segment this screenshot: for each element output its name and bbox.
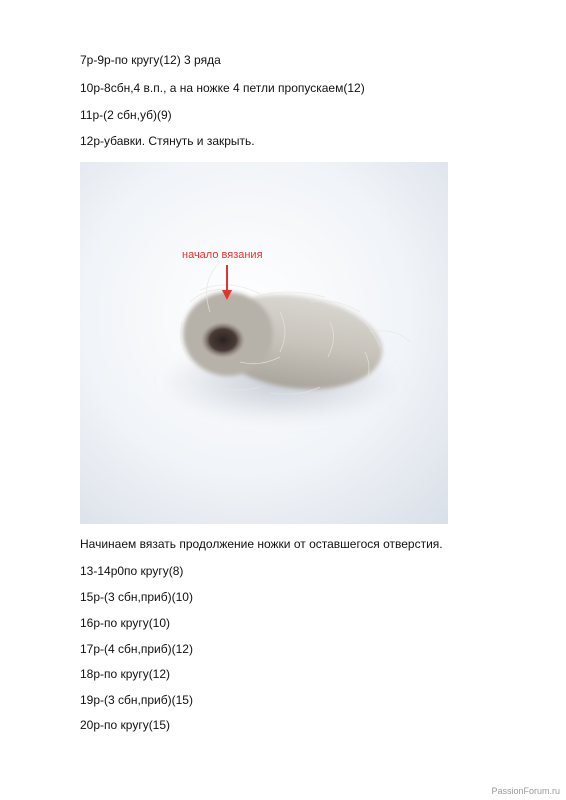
instruction-line-4: 12р-убавки. Стянуть и закрыть. [80,134,255,148]
watermark: PassionForum.ru [491,786,560,796]
instruction-line-11: 19р-(3 сбн,приб)(15) [80,693,193,707]
instruction-line-12: 20р-по кругу(15) [80,718,171,732]
instruction-line-2: 10р-8сбн,4 в.п., а на ножке 4 петли пропускаем(12) [80,81,365,95]
tube-opening [201,322,245,358]
instruction-line-10: 18р-по кругу(12) [80,667,171,681]
instruction-line-8: 16р-по кругу(10) [80,616,171,630]
instruction-line-5: Начинаем вязать продолжение ножки от оставшегося отверстия. [80,537,443,551]
photo-label: начало вязания [182,249,263,261]
instruction-line-1: 7р-9р-по кругу(12) 3 ряда [80,53,221,67]
instruction-line-3: 11р-(2 сбн,уб)(9) [80,108,172,122]
instruction-line-7: 15р-(3 сбн,приб)(10) [80,590,193,604]
instruction-line-6: 13-14р0по кругу(8) [80,564,184,578]
instruction-line-9: 17р-(4 сбн,приб)(12) [80,642,193,656]
knitting-photo [80,162,448,524]
